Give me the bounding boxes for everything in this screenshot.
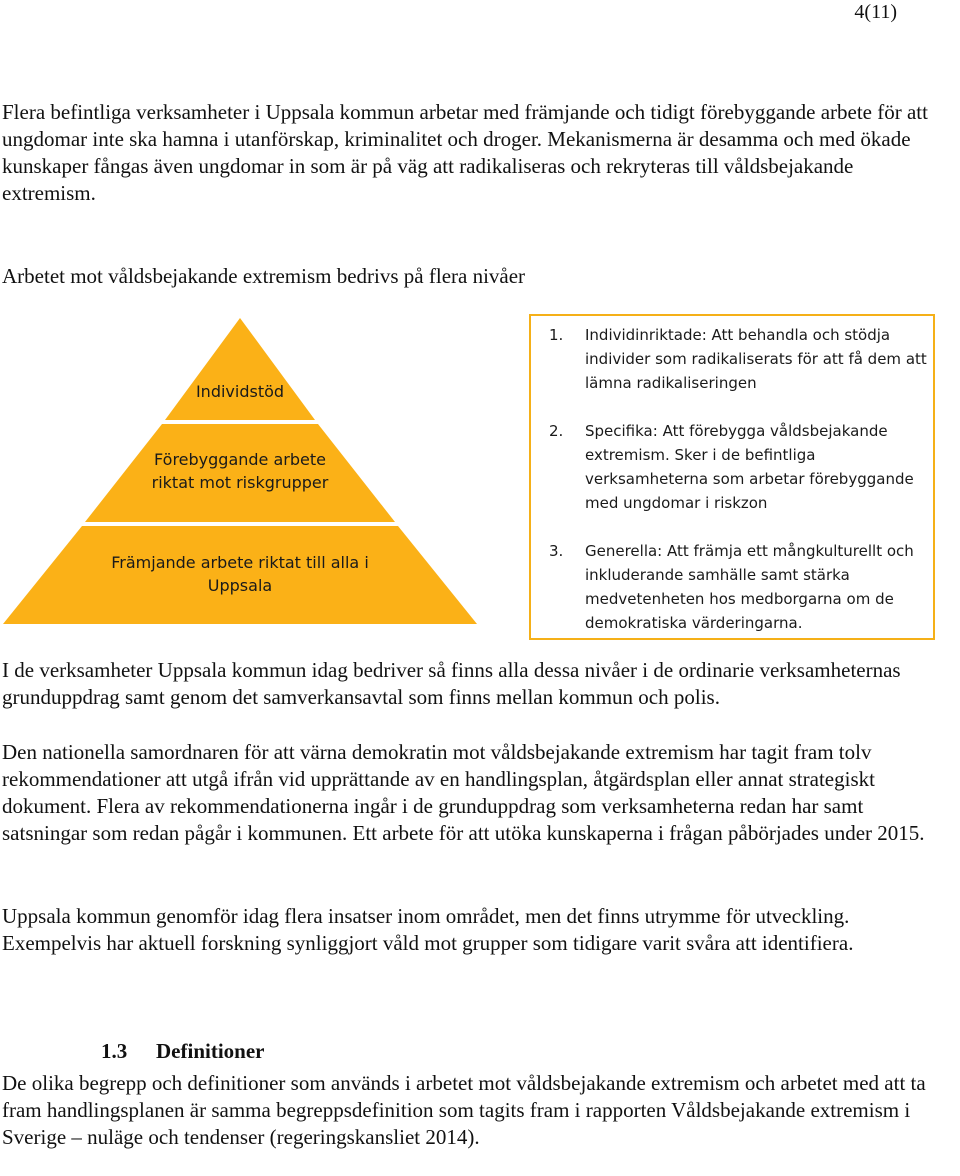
level-number: 3. (549, 542, 564, 560)
pyramid-label-individstod: Individstöd (195, 382, 285, 401)
pyramid-label-framjande: Främjande arbete riktat till alla i Uppsala (111, 553, 369, 595)
level-number: 1. (549, 326, 564, 344)
samordnare-paragraph: Den nationella samordnaren för att värna demokratin mot våldsbejakande extremism har tagit fram tolv rekommendationer att utgå ifrån vid upprättande av en handlingsplan, åtgärdsplan eller annat strategiskt dokument. Flera av rekommendationerna ingår i de grunduppdrag som verksamheterna redan har samt satsningar som redan pågår i kommunen. Ett arbete för att utöka kunskaperna i frågan påbörjades under 2015. (2, 740, 925, 845)
level-item (549, 419, 927, 515)
page-number: 4(11) (854, 1, 897, 23)
level-text: Generella: Att främja ett mångkulturellt och inkluderande samhälle samt stärka medvetenheten hos medborgarna om de demokratiska värderingarna. (585, 542, 914, 632)
definitioner-paragraph: De olika begrepp och definitioner som används i arbetet mot våldsbejakande extremism och arbetet med att ta fram handlingsplanen är samma begreppsdefinition som tagits fram i rapporten Våldsbejakande extremism i Sverige – nuläge och tendenser (regeringskansliet 2014). (2, 1071, 926, 1149)
levels-pyramid (0, 318, 500, 628)
section-title: Definitioner (156, 1039, 265, 1063)
intro-paragraph: Flera befintliga verksamheter i Uppsala kommun arbetar med främjande och tidigt förebyggande arbete för att ungdomar inte ska hamna i utanförskap, kriminalitet och droger. Mekanismerna är desamma och med ökade kunskaper fångas även ungdomar in som är på väg att radikaliseras och rekryteras till våldsbejakande extremism. (2, 100, 928, 205)
section-heading (101, 1038, 264, 1065)
section-number: 1.3 (101, 1039, 128, 1063)
pyramid-level-top (165, 318, 315, 420)
level-text: Specifika: Att förebygga våldsbejakande extremism. Sker i de befintliga verksamheterna som arbetar förebyggande med ungdomar i riskzon (585, 422, 914, 512)
insatser-paragraph: Uppsala kommun genomför idag flera insatser inom området, men det finns utrymme för utveckling. Exempelvis har aktuell forskning synliggjort våld mot grupper som tidigare varit svåra att identifiera. (2, 904, 854, 955)
diagram-heading: Arbetet mot våldsbejakande extremism bedrivs på flera nivåer (2, 264, 526, 288)
level-item (549, 323, 927, 395)
level-item (549, 539, 927, 635)
nivaer-paragraph: I de verksamheter Uppsala kommun idag bedriver så finns alla dessa nivåer i de ordinarie verksamheternas grunduppdrag samt genom det samverkansavtal som finns mellan kommun och polis. (2, 658, 901, 709)
levels-description-box (529, 314, 935, 640)
level-number: 2. (549, 422, 564, 440)
pyramid-label-forebyggande: Förebyggande arbete riktat mot riskgrupper (151, 450, 329, 492)
level-text: Individinriktade: Att behandla och stödja individer som radikaliserats för att få dem att lämna radikaliseringen (585, 326, 927, 392)
